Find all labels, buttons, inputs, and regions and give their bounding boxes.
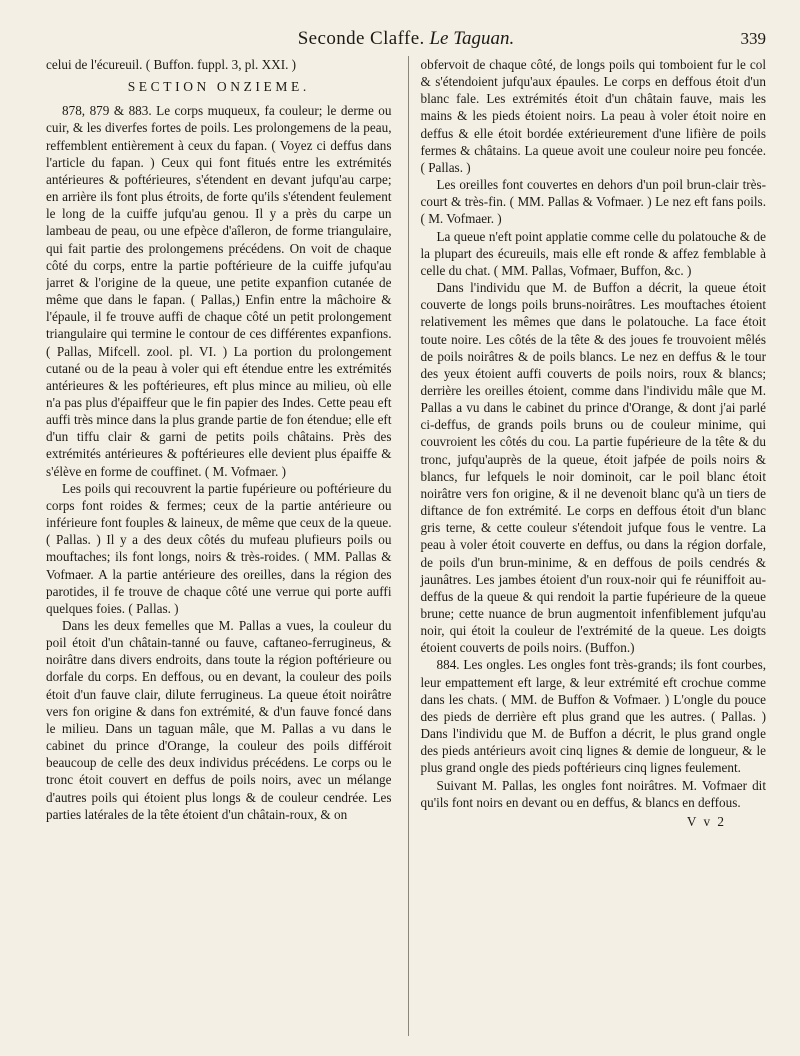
paragraph: La queue n'eft point applatie comme celle du polatouche & de la plupart des écureuils, mais elle eft ronde & affez femblable à celle du chat. ( MM. Pallas, Vofmaer, Buffon, &c. ) — [420, 228, 766, 278]
intro-text: celui de l'écureuil. ( Buffon. fuppl. 3, pl. XXI. ) — [46, 57, 297, 72]
header-title-italic: Le Taguan. — [429, 28, 515, 49]
running-header — [46, 24, 766, 54]
section-heading: SECTION ONZIEME. — [127, 79, 310, 95]
left-column — [46, 56, 394, 1036]
header-title: Seconde Claffe. — [297, 28, 425, 49]
paragraph: 884. Les ongles. Les ongles font très-grands; ils font courbes, leur empattement eft large, & leur extrémité eft crochue comme dans les chats. ( MM. de Buffon & Vofmaer. ) L'ongle du pouce des pieds de derrière eft plus grand que les autres. ( Pallas. ) Dans l'individu que M. de Buffon a décrit, le plus grand ongle des pieds antérieurs avoit cinq lignes & demie de longueur, & le plus grand ongle des pieds poftérieurs cinq lignes feulement. — [420, 657, 766, 776]
signature-mark: V v 2 — [686, 813, 726, 829]
paragraph: Dans les deux femelles que M. Pallas a vues, la couleur du poil étoit d'un châtain-tanné ou fauve, caftaneo-ferrugineus, & noirâtre dans divers endroits, dans toute la région poftérieure ou dorfale du corps. En deffous, ou en devant, la couleur des poils étoit d'un fauve clair, dilute ferrugineus. La queue étoit noirâtre vers fon origine & dans fon extrémité, & d'un fauve foncé dans le milieu. Dans un taguan mâle, que M. Pallas a vu dans le cabinet du prince d'Orange, la couleur des poils différoit beaucoup de celle des deux individus précédens. Le corps ou le tronc étoit couvert en deffus de poils noirs, avec un mélange d'autres poils qui étoient plus longs & de couleur cendrée. Les parties latérales de la tête étoient d'un châtain-roux, & on — [46, 618, 392, 822]
paragraph: Les poils qui recouvrent la partie fupérieure ou poftérieure du corps font roides & fermes; ceux de la partie antérieure ou inférieure font fouples & laineux, de même que ceux de la queue. ( Pallas. ) Il y a des deux côtés du mufeau plufieurs poils ou mouftaches; ils font longs, noirs & très-roides. ( MM. Pallas & Vofmaer. A la partie antérieure des oreilles, dans la région des parotides, il fe trouve de chaque côté une verrue qui porte auffi quelques foies. ( Pallas. ) — [46, 480, 392, 616]
text-columns — [46, 56, 766, 1036]
paragraph: Les oreilles font couvertes en dehors d'un poil brun-clair très-court & très-fin. ( MM. Pallas & Vofmaer. ) Le nez eft fans poils. ( M. Vofmaer. ) — [420, 177, 766, 227]
page-number: 339 — [740, 29, 766, 48]
paragraph: Suivant M. Pallas, les ongles font noirâtres. M. Vofmaer dit qu'ils font noirs en devant ou en deffus, & blancs en deffous. — [420, 777, 766, 810]
paragraph: obfervoit de chaque côté, de longs poils qui tomboient fur le col & s'étendoient jufqu'aux épaules. Le corps en deffous étoit d'un blanc fale. Les extrémités étoit d'un châtain fauve, mais les mains & les pieds étoient noirs. La peau à voler étoit noire en deffus & elle étoit bordée extérieurement d'une lifière de poils fermes & châtains. La queue avoit une couleur noire peu foncée. ( Pallas. ) — [420, 57, 766, 175]
paragraph: 878, 879 & 883. Le corps muqueux, fa couleur; le derme ou cuir, & les diverfes fortes de poils. Les prolongemens de la peau, reffemblent entièrement à ceux du fapan. ( Voyez ci deffus dans l'article du fapan. ) Ceux qui font fitués entre les extrémités antérieures & poftérieures, s'étendent en devant jufqu'au carpe; en arrière ils font plus étroits, de forte qu'ils s'étendent feulement le long de la cuiffe jufqu'au genou. Il y a près du carpe un lambeau de peau, ou une efpèce d'aîleron, de forme triangulaire, qui fait partie des prolongemens précédens. On voit de chaque côté du corps, entre la partie poftérieure de la cuiffe jufqu'au jarret & l'origine de la queue, une petite expanfion cutanée de même que dans le fapan. ( Pallas,) Enfin entre la mâchoire & l'épaule, il fe trouve auffi de chaque côté un petit prolongement triangulaire qui termine le contour de ces différentes expanfions. ( Pallas, Mifcell. zool. pl. VI. ) La portion du prolongement cutané ou de la peau à voler qui eft étendue entre les extrémités antérieures & les poftérieures, eft plus mince au milieu, où elle n'a pas plus d'épaiffeur que le fin papier des Indes. Cette peau eft auffi très mince dans la plus grande partie de fon étendue; elle eft d'un tiffu clair & garni de petits poils châtains. Près des extrémités antérieures & poftérieures elle devient plus épaiffe & s'élève en forme de couffinet. ( M. Vofmaer. ) — [46, 103, 392, 479]
paragraph: Dans l'individu que M. de Buffon a décrit, la queue étoit couverte de longs poils bruns-noirâtres. Les mouftaches étoient relativement les mêmes que dans le polatouche. La face étoit toute noire. Les côtés de la tête & des joues fe trouvoient mêlés de poils noirâtres & de poils blancs. Le nez en deffus & le tour des yeux étoient auffi couverts de poils noirs, roux & blancs; derrière les oreilles étoient, comme dans l'individu mâle que M. Pallas a vu dans le cabinet du prince d'Orange, & dont j'ai parlé ci-deffus, de grands poils bruns ou de couleur minime, qui couvroient les côtés du cou. La partie fupérieure de la tête & du tronc, jufqu'auprès de la queue, étoit jafpée de poils noirs & blancs, fur lefquels le noir dominoit, car le poil blanc étoit noirâtre vers fon origine, & il ne devenoit blanc qu'à un tiers de diftance de fon extrémité. Le corps en deffous étoit d'un blanc gris terne, & cette couleur s'étendoit jufque fous le ventre. La peau à voler étoit couverte en deffus, ou dans la région dorfale, de poils d'un brun-minime, & en deffous de poils cendrés & jaunâtres. Les jambes étoient d'un roux-noir qui fe réuniffoit au-deffus de la queue & qui rendoit la partie fupérieure de la queue brune; cette nuance de brun augmentoit infenfiblement jufqu'au noir, qui étoit la couleur de l'extrémité de la queue. Les doigts étoient couverts de poils noirs. (Buffon.) — [420, 280, 766, 656]
right-column — [408, 56, 767, 1036]
